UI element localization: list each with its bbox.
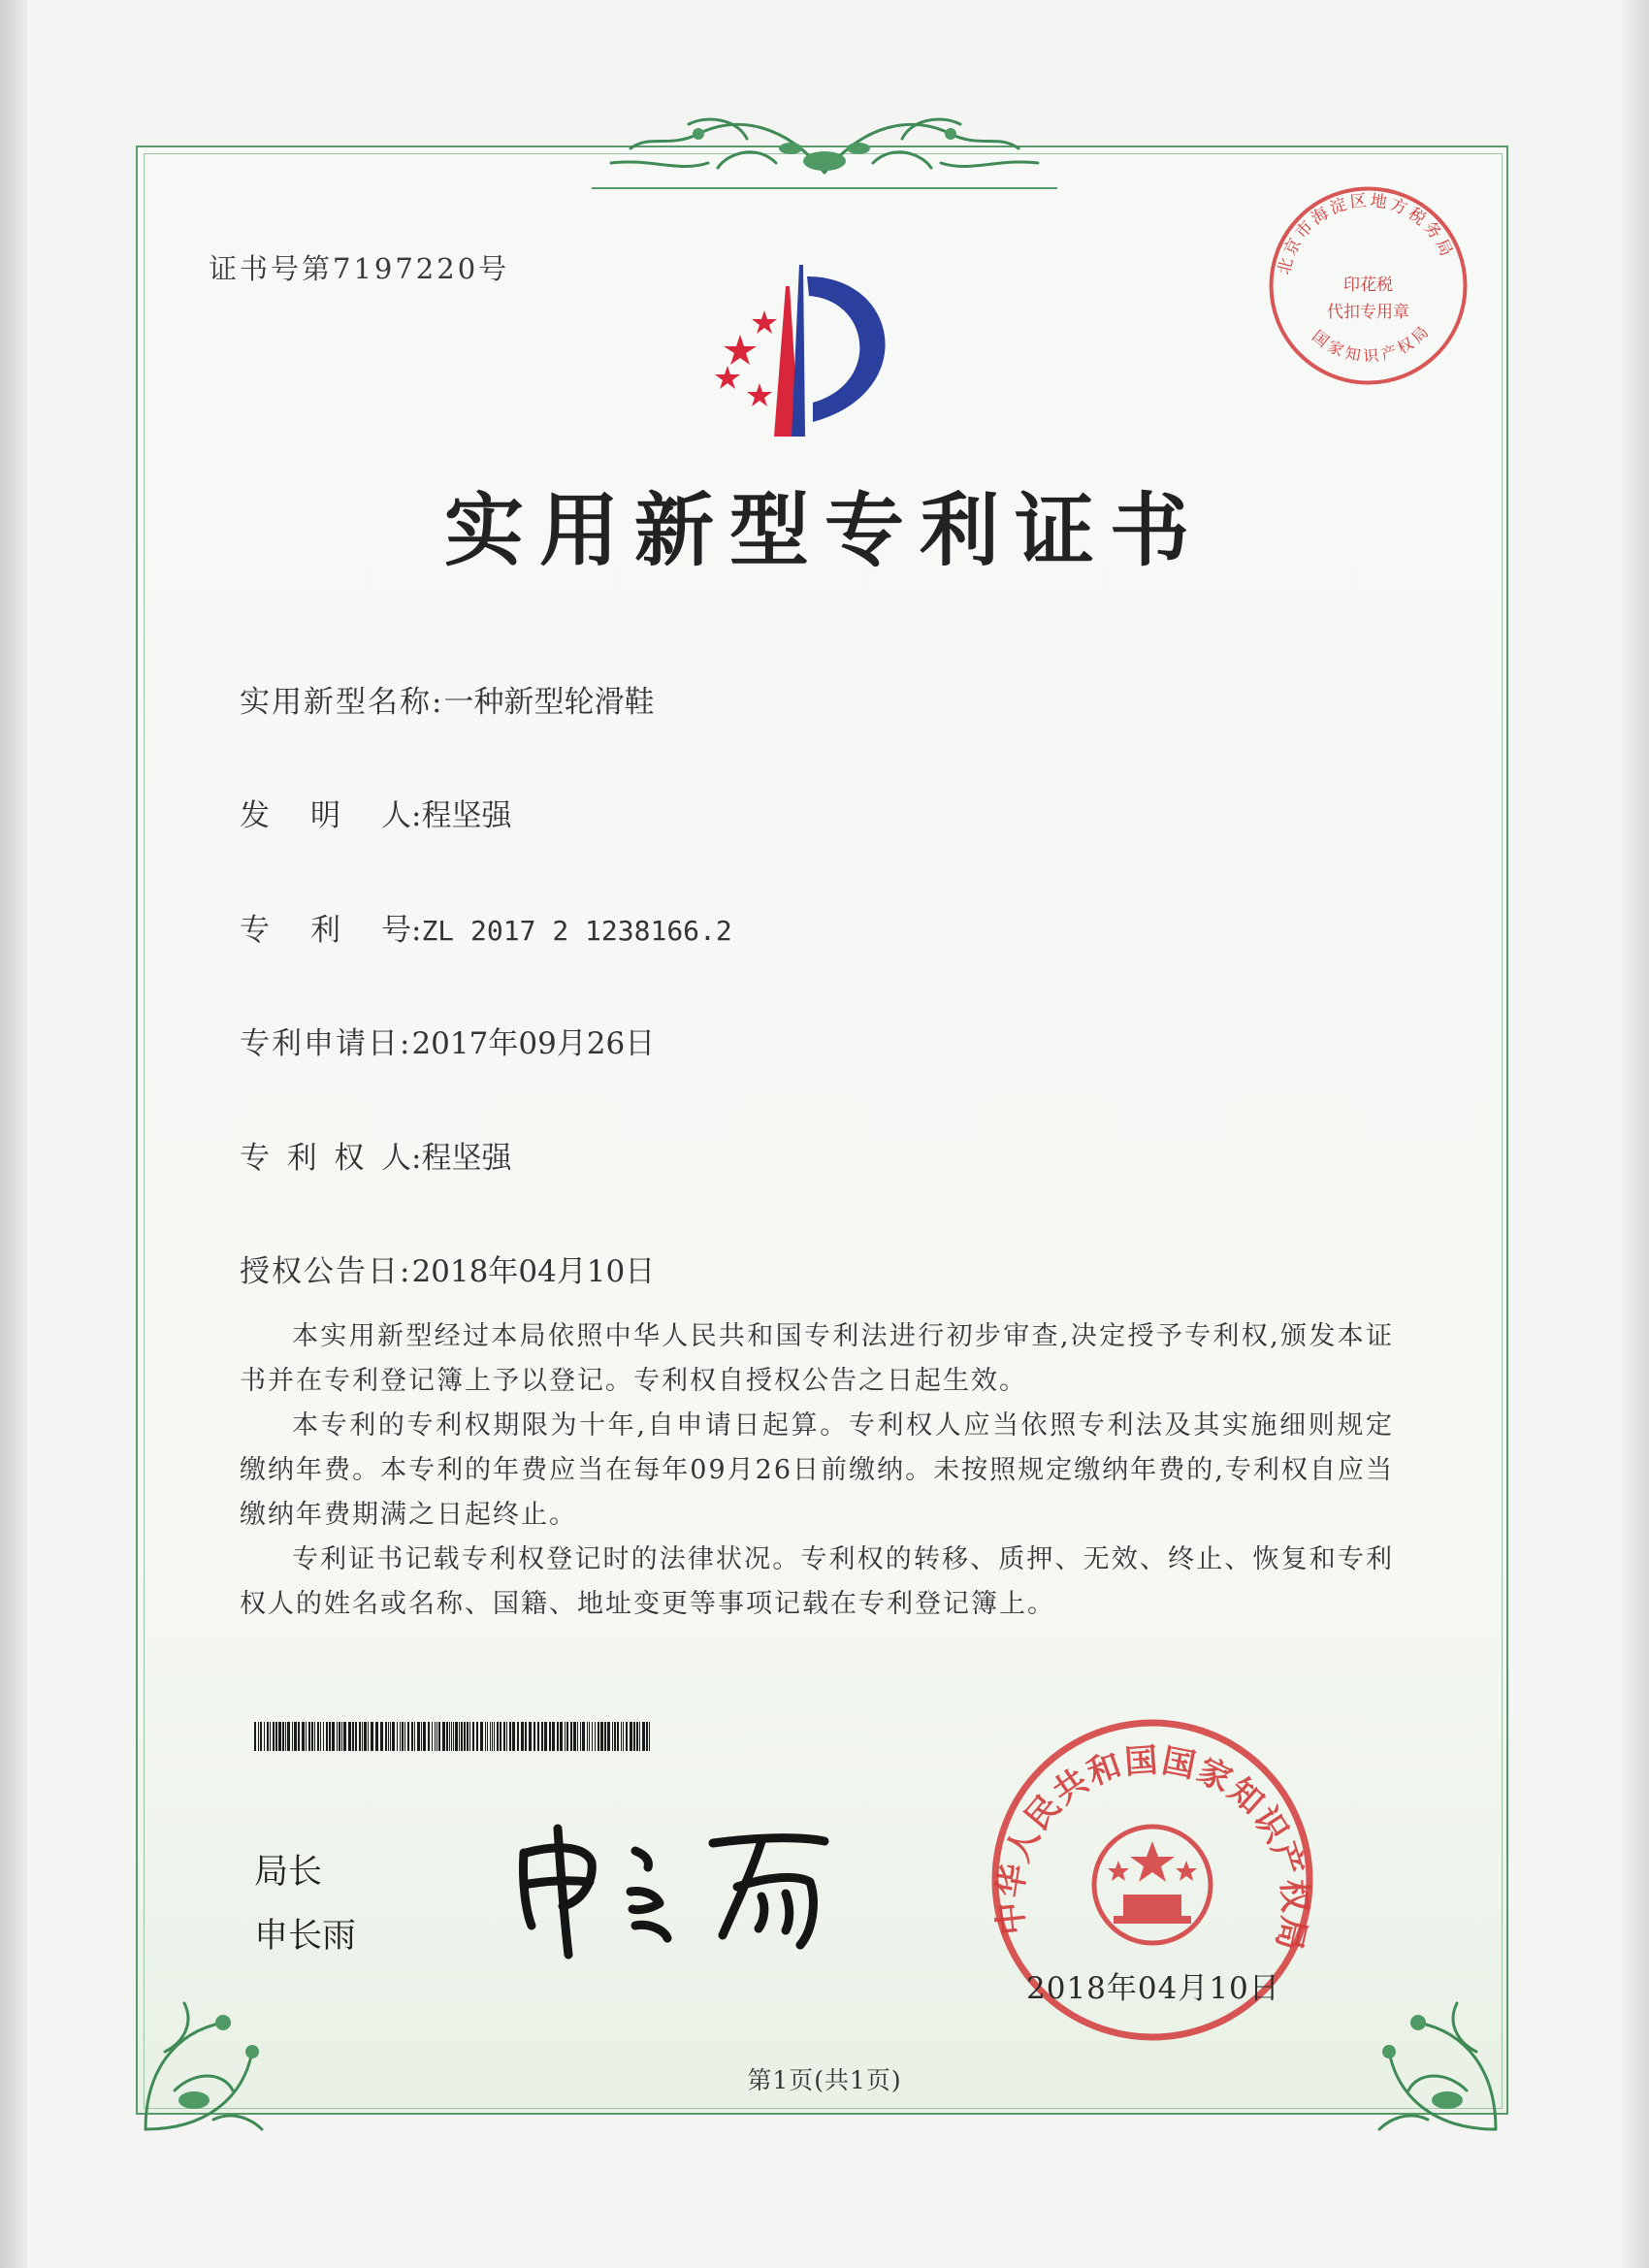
field-filing-date [240, 1019, 655, 1062]
field-label-char: 人 [381, 798, 411, 833]
field-patent-number [240, 905, 732, 949]
body-paragraph: 本实用新型经过本局依照中华人民共和国专利法进行初步审查,决定授予专利权,颁发本证书并在专利登记簿上予以登记。专利权自授权公告之日起生效。 [240, 1321, 1394, 1396]
director-title: 局长 [254, 1853, 323, 1892]
body-paragraph: 本专利的专利权期限为十年,自申请日起算。专利权人应当依照专利法及其实施细则规定缴纳年费。本专利的年费应当在每年09月26日前缴纳。未按照规定缴纳年费的,专利权自应当缴纳年费期满之日起终止。 [240, 1410, 1394, 1530]
field-label-char: 发 [240, 798, 270, 833]
tax-seal-bottom-text: 国家知识产权局 [1309, 319, 1435, 366]
field-inventor [240, 791, 511, 834]
body-paragraph: 专利证书记载专利权登记时的法律状况。专利权的转移、质押、无效、终止、恢复和专利权人的姓名或名称、国籍、地址变更等事项记载在专利登记簿上。 [240, 1544, 1394, 1619]
field-label: 授权公告日: [240, 1254, 412, 1289]
certificate-number: 证书号第7197220号 [209, 252, 510, 285]
field-label: 实用新型名称: [240, 685, 444, 720]
field-colon: : [411, 913, 422, 948]
official-seal-date: 2018年04月10日 [1026, 1971, 1280, 2006]
tax-seal-center-2: 代扣专用章 [1327, 303, 1409, 322]
field-label-char: 专 [240, 1141, 270, 1176]
field-value: 程坚强 [421, 798, 512, 833]
page-indicator: 第1页(共1页) [747, 2066, 902, 2094]
scan-edge-left [0, 0, 27, 2268]
field-value: 2017年09月26日 [411, 1026, 656, 1061]
field-label-char: 利 [286, 1141, 317, 1176]
field-colon: : [411, 1141, 422, 1176]
corner-ornament-left-icon [136, 1955, 310, 2139]
field-label-char: 明 [310, 798, 340, 833]
scan-edge-right [1622, 0, 1649, 2268]
field-label-char: 权 [334, 1141, 365, 1176]
field-colon: : [411, 798, 422, 833]
field-value: 一种新型轮滑鞋 [443, 685, 655, 720]
field-label-char: 人 [380, 1141, 411, 1176]
tax-seal-icon [1264, 181, 1472, 390]
corner-ornament-right-icon [1331, 1955, 1505, 2139]
field-value: 2018年04月10日 [411, 1254, 656, 1289]
field-label-char: 利 [310, 913, 340, 948]
certificate-title: 实用新型专利证书 [443, 485, 1205, 577]
official-seal-arc-text: 中华人民共和国国家知识产权局 [990, 1740, 1314, 1957]
tax-seal-arc-text: 北京市海淀区地方税务局 [1274, 190, 1458, 277]
patent-office-logo-icon [706, 257, 939, 441]
field-label: 专利申请日: [240, 1026, 412, 1061]
handwritten-signature-icon [504, 1814, 854, 1960]
director-name: 申长雨 [254, 1917, 357, 1956]
field-grant-date [240, 1247, 655, 1290]
field-utility-model-name [240, 677, 654, 721]
svg-text:北京市海淀区地方税务局 [1275, 191, 1457, 276]
field-patentee [240, 1133, 511, 1177]
certificate-body [240, 1314, 1394, 1627]
tax-seal-center-1: 印花税 [1343, 275, 1393, 295]
field-label-char: 专 [240, 913, 270, 948]
svg-text:国家知识产权局 [1309, 320, 1435, 366]
top-ornament-icon [592, 95, 1057, 197]
field-value: ZL 2017 2 1238166.2 [421, 915, 732, 947]
field-label-char: 号 [381, 913, 411, 948]
barcode-icon [254, 1722, 650, 1751]
field-value: 程坚强 [421, 1141, 512, 1176]
